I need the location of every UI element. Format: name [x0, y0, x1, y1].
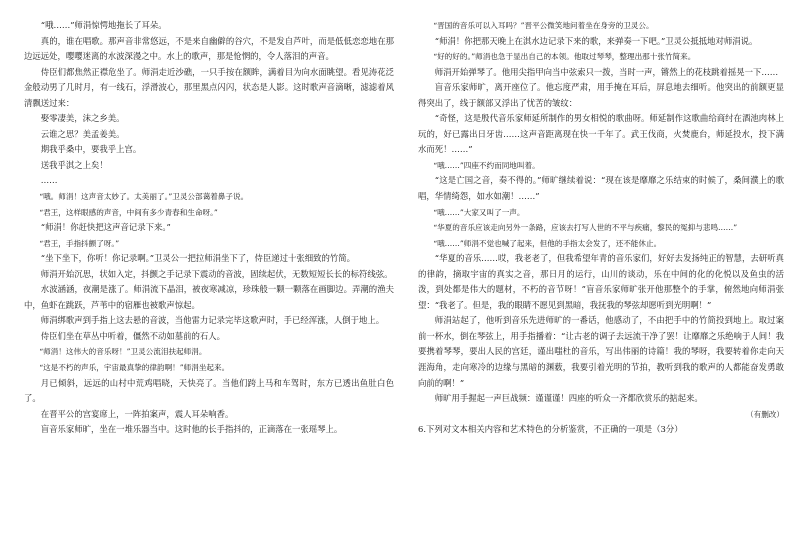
left-paragraph: “这是不朽的声乐，宇宙最真挚的律韵啊！”师涓坐起来。 [39, 363, 230, 373]
left-paragraph: 水波涵涵，夜潮是涨了。师涓流下晶泪，被夜寒减凉，珍珠般一颗一颗落在画脚边。弄潮的渔夫中，鱼虾在跳跃，芦苇中的宿雁也被歌声惊起。 [24, 284, 394, 310]
right-paragraph: “好的好的。”师涓也急于显出自己的本领。他取过琴琴，整理出那十张竹简来。 [433, 52, 696, 62]
left-paragraph: 期我乎桑中，要我乎上宫。 [40, 144, 142, 155]
left-paragraph: 侍臣们都焦然正襟危坐了。师涓走近沙礁，一只手按在额眸，满着目为向水面眺望。看见涛花泛金般动男了几时月，有一线石，浮滑波心，那里黑点闪闪，状态是人影。这时歌声音滴晰，滤滤着风清飘送过来： [24, 66, 394, 108]
left-paragraph: 送我乎淇之上矣！ [40, 159, 108, 170]
left-paragraph: 盲音乐家师旷，坐在一堆乐器当中。这时他的长手指抖的，正滴落在一张瑶琴上。 [40, 424, 343, 435]
right-paragraph: 6.下列对文本相关内容和艺术特色的分析鉴赏，不正确的一项是（3分） [418, 424, 683, 435]
right-paragraph: “奇怪，这是殷代音乐家师延所制作的男女相悦的歌曲呀。师延制作这歌曲给商纣在酒池肉林上玩的，好已露出日牙齿……这声音距离现在快一千年了。武王伐商，火焚鹿台，师延投水，投下满水而死！……” [418, 113, 784, 155]
left-paragraph: 真的，谁在唱歌。那声音非常悠远，不是来自幽僻的谷穴，不是发自芦叶，而是低低恋恋地在那边远远处，嘤嘤迷离的水波深漫之中。水上的歌声，那是怆惘的，令人落泪的声音。 [24, 35, 394, 62]
right-paragraph: “华夏的音乐应该走向另外一条路，应该去打写人世的不平与疾痛，黎民的冤抑与悲鸣……” [433, 223, 738, 233]
left-paragraph: 月已倾斜，远远的山村中荒鸡唱晓，天快亮了。当他们跨上马和车驾时，东方已透出鱼肚白色了。 [24, 377, 394, 404]
right-paragraph: 盲音乐家师旷，离开座位了。他忘度严肃，用手掩在耳后，屏息地去细听。他突出的前额更显得突出了，线于额部又浮出了忧苦的皱纹： [418, 82, 784, 108]
left-paragraph: “哦……”师涓惊愕地拖长了耳朵。 [40, 20, 167, 30]
left-paragraph: “哦。师涓！这声音太妙了。太美丽了。”卫灵公部蔼着鼻子说。 [39, 192, 249, 202]
left-paragraph: “坐下坐下，你听！你记录啊。”卫灵公一把拉师涓坐下了，侍臣递过十张细致的竹简。 [40, 253, 356, 264]
right-paragraph: “华夏的音乐……哎，我老老了，但我希望年青的音乐家们，好好去发扬纯正的智慧，去研听真的律韵，摘取宇宙的真实之音，那日月的运行，山川的谈动，乐在中间的化的化悦以及鱼虫的活泼，到处都是伟大的题材，不朽的音节呀！”盲音乐家师旷张开他那整个的手掌，俯然地向师涓张望：“我老了。但是，我的眼睛不愿见到黑暗，我抚我的琴弦却愿听到光明啊！” [418, 253, 784, 310]
left-paragraph: 师涓绑歌声到手指上这去悬的音波，当他雷力记录完毕这歌声时，手已经浑涨，人倒于地上。 [40, 315, 385, 326]
right-paragraph: “这是亡国之音，奏不得的。”师旷继续着说：“现在该是靡靡之乐结束的时候了，桑间濮上的歌唱，华情绮怨，如水如潮！……” [418, 175, 784, 202]
right-paragraph: “哦……”大家又叫了一声。 [433, 207, 525, 217]
left-paragraph: “君王，这样眼感的声音，中间有多少青春和生命呀。” [39, 207, 218, 217]
right-column [418, 18, 784, 438]
left-paragraph: 师涓开始沉思，状如入定，抖颤之手记录下震动的音波，固续起伏，无数短短长长的标符线弦。 [40, 268, 393, 279]
right-paragraph: 师涓站起了，他听到音乐先进师旷的一番话，他感动了，不由把手中的竹简投到地上。取过案前一杯水，倒在琴弦上，用手指播着：“让古老的调子去远流干净了罢！让靡靡之乐绝响于人间！我要携着琴琴，要出人民的宫廷，谨出嗤杜的音乐，写出伟丽的诗篇！我的琴呀，我要转着你走向天涯海角，走向寒冷的边缘与黑暗的渊薮，我要引着光明的节拍，教听到我的歌声的人都能奋发勇敢向前的啊！” [418, 315, 784, 388]
right-paragraph: “晋国的音乐可以入耳吗？”晋平公微笑地问着坐在身旁的卫灵公。 [433, 21, 654, 30]
left-paragraph: 在晋平公的宫宴席上，一阵拍案声，震人耳朵响香。 [40, 408, 234, 419]
left-paragraph: 侍臣们坐在草丛中听着，僵然不动如墓前的石人。 [40, 330, 226, 341]
left-paragraph: 娶零凄美，沫之乡美。 [40, 113, 125, 124]
left-paragraph: “师涓！你赶快把这声音记录下来。” [40, 222, 171, 233]
right-paragraph: “师涓！你把那天晚上在淇水边记录下来的歌，来弹奏一下吧。”卫灵公抵抵地对师涓说。 [434, 35, 758, 46]
left-paragraph: 云谁之思？美孟姜美。 [40, 128, 125, 139]
left-paragraph: “师涓！这伟大的音乐呀！”卫灵公流泪扶起师涓。 [39, 347, 207, 357]
right-paragraph: 师涓开始弹琴了。他用尖指甲向当中弦索只一拨，当时一声，锵然上的花枝跳着摇晃一下…… [434, 66, 779, 77]
left-column [24, 18, 394, 438]
left-paragraph: “君王，手指抖颤了呀。” [39, 238, 120, 248]
right-paragraph: （有删改） [746, 409, 784, 419]
right-paragraph: “哦……”师涓不觉也喊了起来，但他的手指太会发了，还不能休止。 [433, 238, 662, 248]
right-paragraph: “哦……”四座不约而同地叫着。 [433, 160, 540, 170]
left-paragraph: …… [40, 175, 58, 186]
right-paragraph: 师旷用手握起一声巨战频：谨谨谨！四座的听众一齐都欣赏乐的掂起来。 [434, 393, 703, 404]
